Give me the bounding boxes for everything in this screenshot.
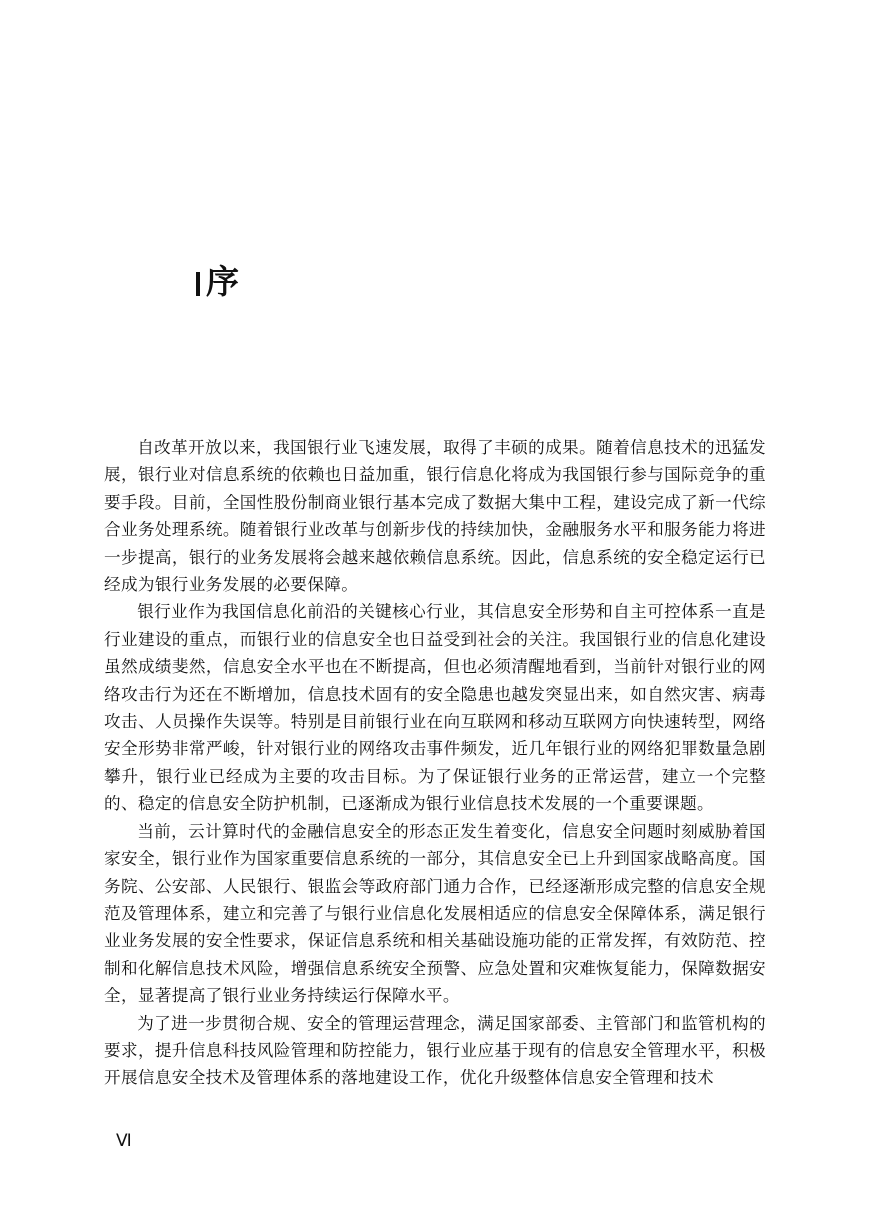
paragraph-4: 为了进一步贯彻合规、安全的管理运营理念，满足国家部委、主管部门和监管机构的要求，提升信息科技风险管理和防控能力，银行业应基于现有的信息安全管理水平，积极开展信息安全技术及管理体系的落地建设工作，优化升级整体信息安全管理和技术 <box>104 1013 766 1088</box>
paragraph-1: 自改革开放以来，我国银行业飞速发展，取得了丰硕的成果。随着信息技术的迅猛发展，银行业对信息系统的依赖也日益加重，银行信息化将成为我国银行参与国际竞争的重要手段。目前，全国性股份制商业银行基本完成了数据大集中工程，建设完成了新一代综合业务处理系统。随着银行业改革与创新步伐的持续加快，金融服务水平和服务能力将进一步提高，银行的业务发展将会越来越依赖信息系统。因此，信息系统的安全稳定运行已经成为银行业务发展的必要保障。 <box>104 438 766 595</box>
section-heading <box>196 262 240 302</box>
paragraph-3: 当前，云计算时代的金融信息安全的形态正发生着变化，信息安全问题时刻威胁着国家安全，银行业作为国家重要信息系统的一部分，其信息安全已上升到国家战略高度。国务院、公安部、人民银行、银监会等政府部门通力合作，已经逐渐形成完整的信息安全规范及管理体系，建立和完善了与银行业信息化发展相适应的信息安全保障体系，满足银行业业务发展的安全性要求，保证信息系统和相关基础设施功能的正常发挥，有效防范、控制和化解信息技术风险，增强信息系统安全预警、应急处置和灾难恢复能力，保障数据安全，显著提高了银行业业务持续运行保障水平。 <box>104 821 766 1006</box>
body-text <box>104 434 766 1092</box>
heading-title: 序 <box>206 262 240 301</box>
page-number: Ⅵ <box>116 1131 132 1150</box>
paragraph-2: 银行业作为我国信息化前沿的关键核心行业，其信息安全形势和自主可控体系一直是行业建设的重点，而银行业的信息安全也日益受到社会的关注。我国银行业的信息化建设虽然成绩斐然，信息安全水平也在不断提高，但也必须清醒地看到，当前针对银行业的网络攻击行为还在不断增加，信息技术固有的安全隐患也越发突显出来，如自然灾害、病毒攻击、人员操作失误等。特别是目前银行业在向互联网和移动互联网方向快速转型，网络安全形势非常严峻，针对银行业的网络攻击事件频发，近几年银行业的网络犯罪数量急剧攀升，银行业已经成为主要的攻击目标。为了保证银行业务的正常运营，建立一个完整的、稳定的信息安全防护机制，已逐渐成为银行业信息技术发展的一个重要课题。 <box>104 602 766 814</box>
heading-marker-bar <box>196 272 200 296</box>
